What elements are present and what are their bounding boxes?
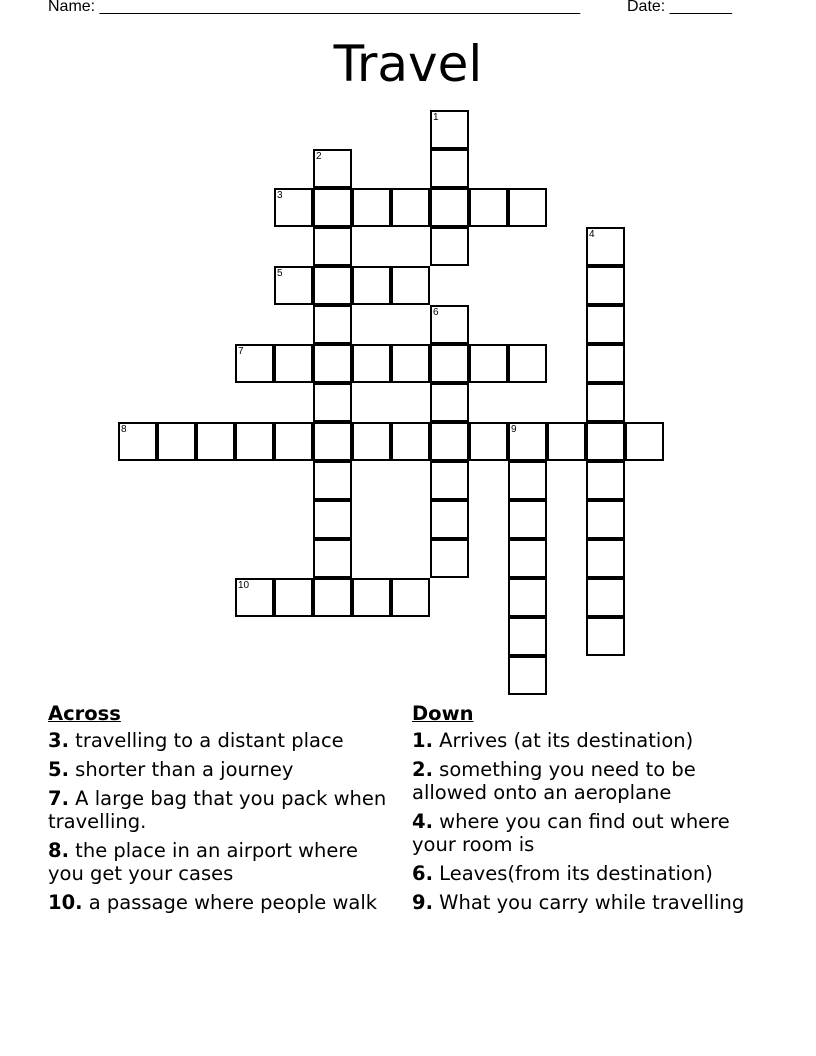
clue-number-label: 6 [433, 307, 439, 318]
grid-cell[interactable] [586, 461, 625, 500]
grid-cell[interactable] [586, 383, 625, 422]
grid-cell[interactable] [508, 656, 547, 695]
clue-down-2 [412, 758, 757, 804]
grid-cell[interactable] [313, 500, 352, 539]
grid-cell[interactable] [313, 149, 352, 188]
clue-number-label: 8 [121, 424, 127, 435]
down-clues [412, 702, 757, 920]
grid-cell[interactable] [430, 539, 469, 578]
grid-cell[interactable] [313, 266, 352, 305]
grid-cell[interactable] [508, 422, 547, 461]
grid-cell[interactable] [391, 266, 430, 305]
clue-number: 1. [412, 729, 433, 752]
grid-cell[interactable] [196, 422, 235, 461]
clue-down-6 [412, 862, 757, 885]
grid-cell[interactable] [430, 227, 469, 266]
clue-text: the place in an airport where you get your cases [48, 839, 358, 885]
grid-cell[interactable] [586, 617, 625, 656]
grid-cell[interactable] [430, 305, 469, 344]
grid-cell[interactable] [235, 422, 274, 461]
clue-number: 6. [412, 862, 433, 885]
grid-cell[interactable] [586, 305, 625, 344]
grid-cell[interactable] [430, 422, 469, 461]
clue-number-label: 3 [277, 190, 283, 201]
grid-cell[interactable] [586, 344, 625, 383]
grid-cell[interactable] [430, 344, 469, 383]
grid-cell[interactable] [352, 344, 391, 383]
grid-cell[interactable] [235, 578, 274, 617]
clue-text: A large bag that you pack when travelling. [48, 787, 387, 833]
grid-cell[interactable] [313, 305, 352, 344]
clue-number-label: 5 [277, 268, 283, 279]
down-heading: Down [412, 702, 474, 725]
clue-across-5 [48, 758, 388, 781]
across-heading: Across [48, 702, 121, 725]
grid-cell[interactable] [313, 344, 352, 383]
grid-cell[interactable] [391, 422, 430, 461]
clue-across-3 [48, 729, 388, 752]
grid-cell[interactable] [508, 461, 547, 500]
grid-cell[interactable] [430, 110, 469, 149]
clue-number-label: 1 [433, 112, 439, 123]
clue-text: a passage where people walk [82, 891, 378, 914]
grid-cell[interactable] [430, 383, 469, 422]
grid-cell[interactable] [508, 578, 547, 617]
name-field-line: Name: ______________________________________________________ [48, 0, 581, 15]
clue-number: 8. [48, 839, 69, 862]
grid-cell[interactable] [625, 422, 664, 461]
grid-cell[interactable] [391, 344, 430, 383]
grid-cell[interactable] [508, 539, 547, 578]
grid-cell[interactable] [508, 344, 547, 383]
grid-cell[interactable] [469, 422, 508, 461]
clue-across-10 [48, 891, 388, 914]
across-clues [48, 702, 388, 920]
grid-cell[interactable] [352, 266, 391, 305]
grid-cell[interactable] [313, 539, 352, 578]
clue-down-1 [412, 729, 757, 752]
clue-across-8 [48, 839, 388, 885]
clue-down-9 [412, 891, 757, 914]
clue-text: Leaves(from its destination) [432, 862, 713, 885]
clue-number: 3. [48, 729, 69, 752]
grid-cell[interactable] [586, 578, 625, 617]
grid-cell[interactable] [313, 227, 352, 266]
grid-cell[interactable] [508, 617, 547, 656]
clue-text: something you need to be allowed onto an aeroplane [412, 758, 696, 804]
grid-cell[interactable] [430, 461, 469, 500]
clue-number-label: 10 [238, 580, 250, 591]
grid-cell[interactable] [391, 188, 430, 227]
grid-cell[interactable] [430, 500, 469, 539]
clue-text: shorter than a journey [68, 758, 294, 781]
clue-number: 10. [48, 891, 83, 914]
grid-cell[interactable] [508, 500, 547, 539]
clue-number: 7. [48, 787, 69, 810]
grid-cell[interactable] [274, 266, 313, 305]
clue-number-label: 4 [589, 229, 595, 240]
grid-cell[interactable] [352, 578, 391, 617]
date-field-line: Date: _______ [627, 0, 732, 15]
clue-text: where you can find out where your room is [412, 810, 730, 856]
clue-down-4 [412, 810, 757, 856]
grid-cell[interactable] [586, 422, 625, 461]
clue-text: What you carry while travelling [432, 891, 745, 914]
grid-cell[interactable] [352, 422, 391, 461]
grid-cell[interactable] [313, 461, 352, 500]
grid-cell[interactable] [313, 578, 352, 617]
grid-cell[interactable] [274, 422, 313, 461]
grid-cell[interactable] [391, 578, 430, 617]
grid-cell[interactable] [547, 422, 586, 461]
grid-cell[interactable] [313, 188, 352, 227]
grid-cell[interactable] [235, 344, 274, 383]
clue-number: 9. [412, 891, 433, 914]
grid-cell[interactable] [157, 422, 196, 461]
grid-cell[interactable] [586, 500, 625, 539]
clue-text: Arrives (at its destination) [432, 729, 694, 752]
grid-cell[interactable] [352, 188, 391, 227]
grid-cell[interactable] [586, 266, 625, 305]
grid-cell[interactable] [586, 227, 625, 266]
grid-cell[interactable] [274, 344, 313, 383]
grid-cell[interactable] [508, 188, 547, 227]
grid-cell[interactable] [430, 188, 469, 227]
grid-cell[interactable] [313, 422, 352, 461]
clue-number: 5. [48, 758, 69, 781]
clue-text: travelling to a distant place [68, 729, 344, 752]
clue-across-7 [48, 787, 388, 833]
page-title: Travel [333, 35, 483, 93]
clue-number: 4. [412, 810, 433, 833]
grid-cell[interactable] [469, 188, 508, 227]
grid-cell[interactable] [274, 578, 313, 617]
clue-number: 2. [412, 758, 433, 781]
grid-cell[interactable] [118, 422, 157, 461]
grid-cell[interactable] [430, 149, 469, 188]
grid-cell[interactable] [469, 344, 508, 383]
grid-cell[interactable] [313, 383, 352, 422]
grid-cell[interactable] [586, 539, 625, 578]
grid-cell[interactable] [274, 188, 313, 227]
clue-number-label: 7 [238, 346, 244, 357]
clue-number-label: 2 [316, 151, 322, 162]
clue-number-label: 9 [511, 424, 517, 435]
